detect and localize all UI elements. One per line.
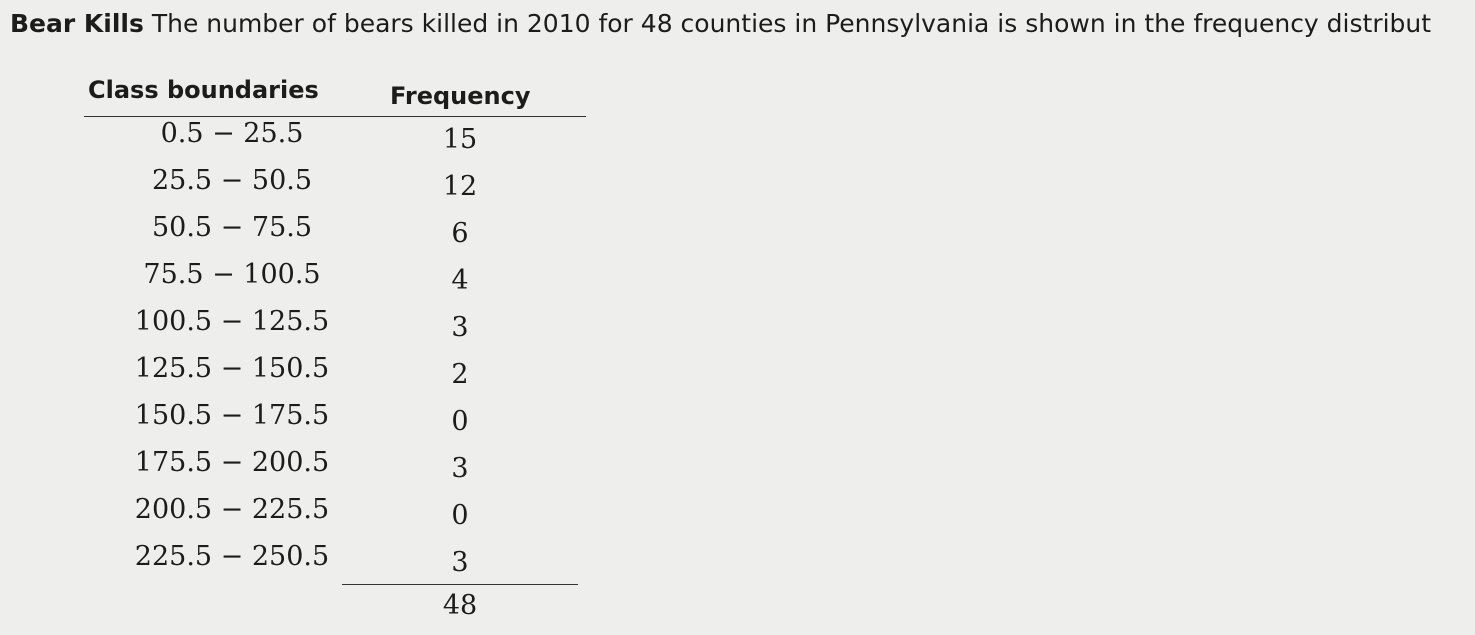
class-boundary-cell: 0.5 − 25.5 — [160, 118, 304, 149]
frequency-cell: 0 — [451, 406, 469, 437]
class-boundary-cell: 50.5 − 75.5 — [151, 212, 313, 243]
table-row — [84, 539, 586, 586]
class-boundary-cell: 175.5 − 200.5 — [134, 447, 330, 478]
frequency-cell: 3 — [451, 453, 469, 484]
frequency-total: 48 — [442, 590, 478, 621]
column-header-frequency: Frequency — [390, 82, 531, 110]
problem-statement — [10, 8, 1475, 40]
table-row — [84, 257, 586, 304]
problem-body: The number of bears killed in 2010 for 48 counties in Pennsylvania is shown in the frequency distribut — [143, 9, 1432, 38]
frequency-cell: 12 — [442, 171, 478, 202]
table-row — [84, 116, 586, 163]
class-boundary-cell: 125.5 − 150.5 — [134, 353, 330, 384]
class-boundary-cell: 150.5 − 175.5 — [134, 400, 330, 431]
frequency-cell: 3 — [451, 312, 469, 343]
column-header-class-boundaries: Class boundaries — [88, 76, 319, 104]
class-boundary-cell: 75.5 − 100.5 — [143, 259, 321, 290]
problem-title: Bear Kills — [10, 9, 144, 38]
table-row — [84, 304, 586, 351]
total-divider — [342, 584, 578, 585]
table-row — [84, 398, 586, 445]
class-boundary-cell: 225.5 − 250.5 — [134, 541, 330, 572]
table-row — [84, 210, 586, 257]
frequency-cell: 0 — [451, 500, 469, 531]
table-header — [84, 74, 586, 117]
frequency-cell: 15 — [442, 124, 478, 155]
frequency-cell: 3 — [451, 547, 469, 578]
table-row — [84, 351, 586, 398]
table-row — [84, 445, 586, 492]
frequency-cell: 2 — [451, 359, 469, 390]
frequency-table-body — [84, 116, 586, 586]
table-row — [84, 163, 586, 210]
class-boundary-cell: 100.5 − 125.5 — [134, 306, 330, 337]
frequency-cell: 4 — [451, 265, 469, 296]
frequency-cell: 6 — [451, 218, 469, 249]
table-row — [84, 492, 586, 539]
class-boundary-cell: 25.5 − 50.5 — [151, 165, 313, 196]
class-boundary-cell: 200.5 − 225.5 — [134, 494, 330, 525]
